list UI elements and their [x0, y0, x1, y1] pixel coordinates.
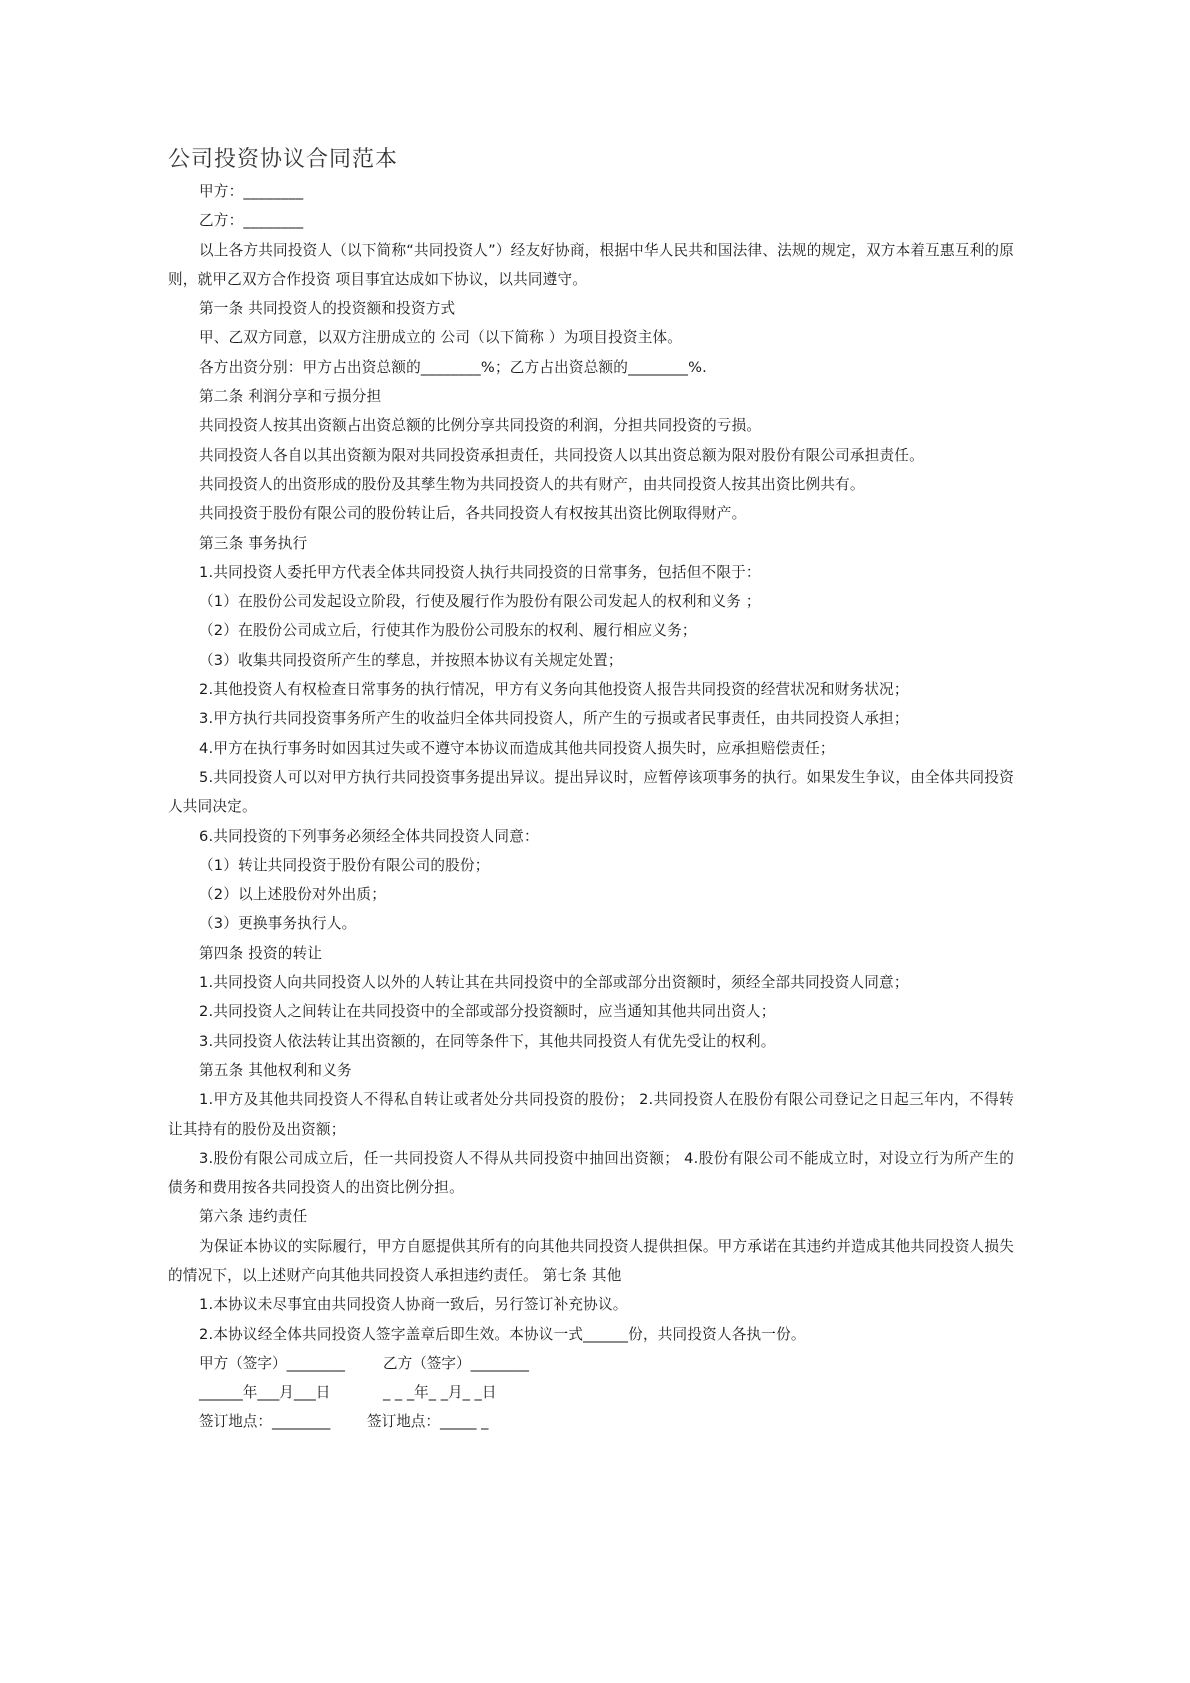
preamble-paragraph: 以上各方共同投资人（以下简称“共同投资人”）经友好协商，根据中华人民共和国法律、法规的规定，双方本着互惠互利的原则，就甲乙双方合作投资 项目事宜达成如下协议，以共同遵守。 — [168, 241, 1014, 288]
article-1-heading: 第一条 共同投资人的投资额和投资方式 — [199, 300, 456, 318]
party-a-signature: 甲方（签字）________ — [199, 1354, 345, 1372]
article-2-heading: 第二条 利润分享和亏损分担 — [199, 388, 382, 406]
party-b-line: 乙方：________ — [199, 212, 304, 230]
article-3-heading: 第三条 事务执行 — [199, 534, 308, 552]
article-5-clause: 1.甲方及其他共同投资人不得私自转让或者处分共同投资的股份； 2.共同投资人在股份有限公司登记之日起三年内，不得转让其持有的股份及出资额； — [168, 1091, 1014, 1138]
document-title: 公司投资协议合同范本 — [168, 147, 399, 172]
place-row — [168, 1407, 1014, 1436]
party-b-place: 签订地点：_____ _ — [367, 1413, 489, 1431]
party-a-place: 签订地点：________ — [199, 1413, 331, 1431]
party-a-line: 甲方：________ — [199, 183, 304, 200]
article-3-subclause: （3）更换事务执行人。 — [199, 915, 357, 933]
article-3-subclause: （2）在股份公司成立后，行使其作为股份公司股东的权利、履行相应义务； — [199, 622, 697, 640]
article-3-clause: 5.共同投资人可以对甲方执行共同投资事务提出异议。提出异议时，应暂停该项事务的执行。如果发生争议，由全体共同投资人共同决定。 — [168, 768, 1014, 816]
article-2-clause: 共同投资人各自以其出资额为限对共同投资承担责任，共同投资人以其出资总额为限对股份有限公司承担责任。 — [199, 446, 924, 464]
article-2-clause: 共同投资于股份有限公司的股份转让后，各共同投资人有权按其出资比例取得财产。 — [199, 505, 747, 523]
signature-row — [168, 1349, 1014, 1378]
article-4-heading: 第四条 投资的转让 — [199, 944, 323, 962]
article-3-clause: 3.甲方执行共同投资事务所产生的收益归全体共同投资人，所产生的亏损或者民事责任，由共同投资人承担； — [199, 710, 909, 728]
article-6-heading: 第六条 违约责任 — [199, 1208, 308, 1226]
article-2-clause: 共同投资人的出资形成的股份及其孳生物为共同投资人的共有财产，由共同投资人按其出资比例共有。 — [199, 475, 865, 493]
date-row — [168, 1378, 1014, 1407]
article-3-subclause: （1）转让共同投资于股份有限公司的股份； — [199, 856, 490, 874]
article-7-clause: 2.本协议经全体共同投资人签字盖章后即生效。本协议一式______份，共同投资人各执一份。 — [199, 1325, 806, 1343]
document-page — [168, 143, 1014, 1437]
article-1-clause: 各方出资分别：甲方占出资总额的________%；乙方占出资总额的________%. — [199, 358, 707, 376]
article-6-clause: 为保证本协议的实际履行，甲方自愿提供其所有的向其他共同投资人提供担保。甲方承诺在其违约并造成其他共同投资人损失的情况下，以上述财产向其他共同投资人承担违约责任。 第七条 其他 — [168, 1237, 1014, 1284]
article-5-heading: 第五条 其他权利和义务 — [199, 1061, 352, 1079]
article-4-clause: 1.共同投资人向共同投资人以外的人转让其在共同投资中的全部或部分出资额时，须经全部共同投资人同意； — [199, 974, 909, 992]
article-4-clause: 2.共同投资人之间转让在共同投资中的全部或部分投资额时，应当通知其他共同出资人； — [199, 1003, 776, 1021]
article-4-clause: 3.共同投资人依法转让其出资额的，在同等条件下，其他共同投资人有优先受让的权利。 — [199, 1032, 776, 1050]
party-a-date: ______年___月___日 — [199, 1384, 331, 1402]
party-b-date: _ _ _年_ _月_ _日 — [383, 1384, 497, 1402]
article-3-clause: 4.甲方在执行事务时如因其过失或不遵守本协议而造成其他共同投资人损失时，应承担赔偿责任； — [199, 739, 835, 757]
article-3-subclause: （3）收集共同投资所产生的孳息，并按照本协议有关规定处置； — [199, 651, 623, 669]
article-3-clause: 6.共同投资的下列事务必须经全体共同投资人同意： — [199, 827, 539, 845]
article-7-clause: 1.本协议未尽事宜由共同投资人协商一致后，另行签订补充协议。 — [199, 1296, 628, 1314]
article-1-clause: 甲、乙双方同意，以双方注册成立的 公司（以下简称 ）为项目投资主体。 — [199, 329, 683, 347]
article-3-clause: 1.共同投资人委托甲方代表全体共同投资人执行共同投资的日常事务，包括但不限于： — [199, 563, 761, 581]
article-2-clause: 共同投资人按其出资额占出资总额的比例分享共同投资的利润，分担共同投资的亏损。 — [199, 417, 762, 435]
article-3-subclause: （2）以上述股份对外出质； — [199, 886, 387, 904]
party-b-signature: 乙方（签字）________ — [383, 1354, 529, 1372]
article-3-subclause: （1）在股份公司发起设立阶段，行使及履行作为股份有限公司发起人的权利和义务 ； — [199, 593, 761, 611]
article-3-clause: 2.其他投资人有权检查日常事务的执行情况，甲方有义务向其他投资人报告共同投资的经营状况和财务状况； — [199, 681, 909, 699]
article-5-clause: 3.股份有限公司成立后，任一共同投资人不得从共同投资中抽回出资额； 4.股份有限公司不能成立时，对设立行为所产生的债务和费用按各共同投资人的出资比例分担。 — [168, 1149, 1014, 1197]
